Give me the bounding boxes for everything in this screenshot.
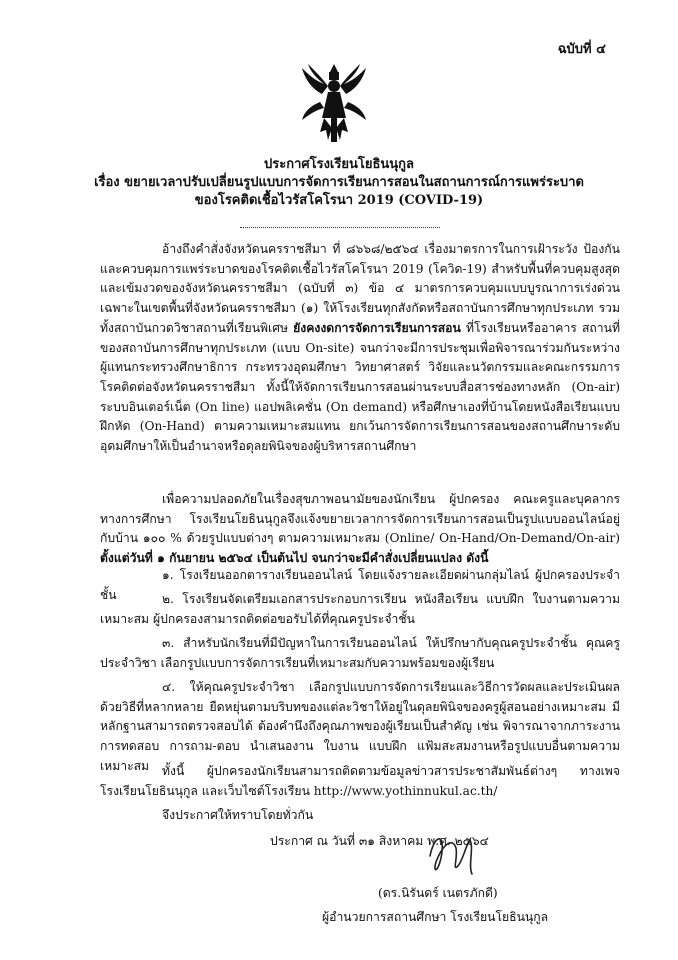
paragraph-reference-bold: ยังคงงดการจัดการเรียนการสอน: [293, 320, 461, 335]
signer-name: (ดร.นิรันดร์ เนตรภักดี): [378, 886, 498, 900]
list-item: ๑. โรงเรียนออกตารางเรียนออนไลน์ โดยแจ้งรายละเอียดผ่านกลุ่มไลน์ ผู้ปกครองประจำชั้น: [100, 568, 620, 602]
paragraph-contact: ทั้งนี้ ผู้ปกครองนักเรียนสามารถติดตามข้อมูลข่าวสารประชาสัมพันธ์ต่างๆ ทางเพจโรงเรียนโยธินนุกูล และเว็บไซต์โรงเรียน http://www.yothinnukul.ac.th/: [100, 764, 620, 798]
issue-number: ฉบับที่ ๔: [557, 42, 606, 57]
signer-title: ผู้อำนวยการสถานศึกษา โรงเรียนโยธินนุกูล: [322, 910, 549, 924]
list-item: ๒. โรงเรียนจัดเตรียมเอกสารประกอบการเรียน หนังสือเรียน แบบฝึก ใบงานตามความเหมาะสม ผู้ปกครองสามารถติดต่อขอรับได้ที่คุณครูประจำชั้น: [100, 592, 620, 626]
paragraph-extension-bold: ตั้งแต่วันที่ ๑ กันยายน ๒๕๖๔ เป็นต้นไป จนกว่าจะมีคำสั่งเปลี่ยนแปลง ดังนี้: [100, 551, 489, 566]
list-item: ๔. ให้คุณครูประจำวิชา เลือกรูปแบบการจัดการเรียนและวิธีการวัดผลและประเมินผลด้วยวิธีที่หลากหลาย ยืดหยุ่นตามบริบทของแต่ละวิชาให้อยู่ในดุลยพินิจของครูผู้สอนอย่างเหมาะสม มีหลักฐานสามารถตรวจสอบได้ ต้องคำนึงถึงคุณภาพของผู้เรียนเป็นสำคัญ เช่น พิจารณาจากภาระงาน การทดสอบ การถาม-ตอบ นำเสนองาน ใบงาน แบบฝึก แฟ้มสะสมงานหรือรูปแบบอื่นตามความเหมาะสม: [100, 680, 620, 773]
dotted-divider: [240, 227, 440, 228]
announce-date: ประกาศ ณ วันที่ ๓๑ สิงหาคม พ.ศ. ๒๕๖๔: [270, 834, 489, 848]
org-title: ประกาศโรงเรียนโยธินนุกูล: [263, 157, 415, 172]
closing-line: จึงประกาศให้ทราบโดยทั่วกัน: [162, 808, 314, 822]
paragraph-reference: อ้างถึงคำสั่งจังหวัดนครราชสีมา ที่ ๘๖๖๘/๒๕๖๔ เรื่องมาตรการในการเฝ้าระวัง ป้องกัน และควบคุมการแพร่ระบาดของโรคติดเชื้อไวรัสโคโรนา 2019 (โควิด-19) สำหรับพื้นที่ควบคุมสูงสุดและเข้มงวดของจังหวัดนครราชสีมา (ฉบับที่ ๓) ข้อ ๔ มาตรการควบคุมแบบบูรณาการเร่งด่วนเฉพาะในเขตพื้นที่จังหวัดนครราชสีมา (๑) ให้โรงเรียนทุกสังกัดหรือสถาบันการศึกษาทุกประเภท รวมทั้งสถาบันกวดวิชาสถานที่เรียนพิเศษ ยังคงงดการจัดการเรียนการสอน ที่โรงเรียนหรืออาคาร สถานที่ของสถาบันการศึกษาทุกประเภท (แบบ On-site) จนกว่าจะมีการประชุมเพื่อพิจารณาร่วมกันระหว่างผู้แทนกระทรวงศึกษาธิการ กระทรวงอุดมศึกษา วิทยาศาสตร์ วิจัยและนวัตกรรมและคณะกรรมการโรคติดต่อจังหวัดนครราชสีมา ทั้งนี้ให้จัดการเรียนการสอนผ่านระบบสื่อสารช่องทางหลัก (On-air) ระบบอินเตอร์เน็ต (On line) แอปพลิเคชั่น (On demand) หรือศึกษาเองที่บ้านโดยหนังสือเรียนแบบฝึกหัด (On-Hand) ตามความเหมาะสมแทน ยกเว้นการจัดการเรียนการสอนของสถานศึกษาระดับอุดมศึกษาให้เป็นอำนาจหรือดุลยพินิจของผู้บริหารสถานศึกษา: [100, 242, 621, 454]
announcement-heading: [60, 156, 618, 210]
subject-line-2: ของโรคติดเชื้อไวรัสโคโรนา 2019 (COVID-19): [194, 193, 484, 208]
garuda-emblem-icon: [300, 62, 368, 146]
paragraph-extension: เพื่อความปลอดภัยในเรื่องสุขภาพอนามัยของนักเรียน ผู้ปกครอง คณะครูและบุคลากรทางการศึกษา โรงเรียนโยธินนุกูลจึงแจ้งขยายเวลาการจัดการเรียนการสอนเป็นรูปแบบออนไลน์อยู่กับบ้าน ๑๐๐ % ด้วยรูปแบบต่างๆ ตามความเหมาะสม (Online/ On-Hand/On-Demand/On-air) ตั้งแต่วันที่ ๑ กันยายน ๒๕๖๔ เป็นต้นไป จนกว่าจะมีคำสั่งเปลี่ยนแปลง ดังนี้: [100, 492, 620, 566]
signature-mark: [422, 826, 482, 882]
list-item: ๓. สำหรับนักเรียนที่มีปัญหาในการเรียนออนไลน์ ให้ปรึกษากับคุณครูประจำชั้น คุณครูประจำวิชา เลือกรูปแบบการจัดการเรียนที่เหมาะสมกับความพร้อมของผู้เรียน: [100, 636, 620, 670]
subject-line-1: เรื่อง ขยายเวลาปรับเปลี่ยนรูปแบบการจัดการเรียนการสอนในสถานการณ์การแพร่ระบาด: [94, 175, 584, 190]
